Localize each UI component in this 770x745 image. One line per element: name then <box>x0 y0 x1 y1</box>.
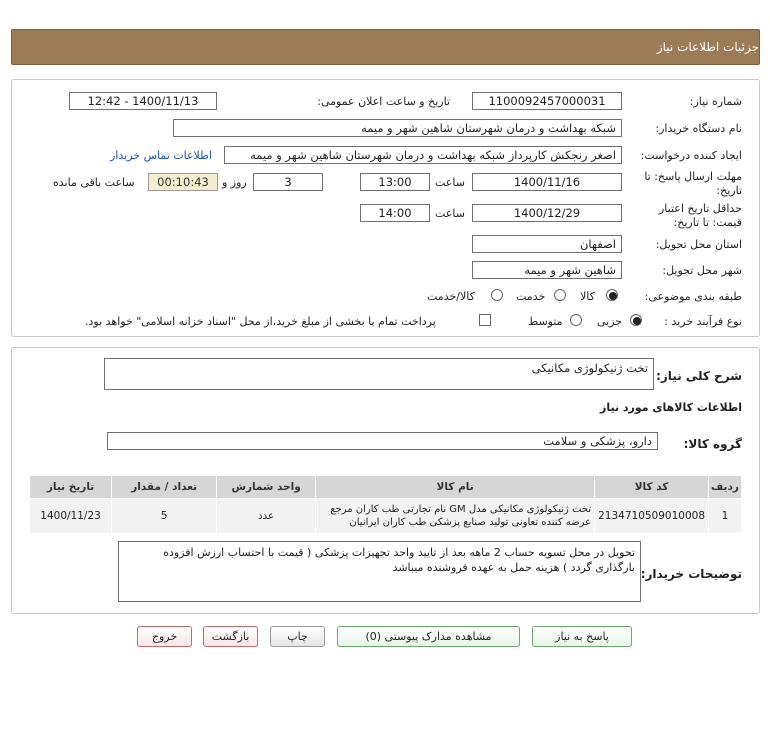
back-button[interactable]: بازگشت <box>203 626 258 647</box>
goods-group-label: گروه کالا: <box>683 437 742 451</box>
remaining-time-field: 00:10:43 <box>148 173 218 191</box>
price-validity-time-label: ساعت <box>435 207 465 220</box>
announce-datetime-label: تاریخ و ساعت اعلان عمومی: <box>317 95 450 108</box>
delivery-province-field[interactable]: اصفهان <box>472 235 622 253</box>
buyer-contact-link[interactable]: اطلاعات تماس خریدار <box>110 149 212 162</box>
buyer-notes-field[interactable]: تحویل در محل تسویه حساب 2 ماهه بعد از تایید واحد تجهیزات پزشکی ( قیمت با احتساب ارزش افزوده بارگذاری گردد ) هزینه حمل به عهده فروشنده میباشد <box>118 541 641 602</box>
process-medium-radio[interactable] <box>570 314 582 326</box>
summary-label: شرح کلی نیاز: <box>656 369 742 383</box>
reply-deadline-label-2: تاریخ: <box>716 184 742 197</box>
goods-info-title: اطلاعات کالاهای مورد نیاز <box>600 401 742 414</box>
announce-datetime-field[interactable]: 1400/11/13 - 12:42 <box>69 92 217 110</box>
summary-field[interactable]: تخت ژنیکولوژی مکانیکی <box>104 358 654 390</box>
treasury-bond-checkbox[interactable] <box>479 314 491 326</box>
subject-goods-service-radio[interactable] <box>491 289 503 301</box>
exit-button[interactable]: خروج <box>137 626 192 647</box>
delivery-city-field[interactable]: شاهین شهر و میمه <box>472 261 622 279</box>
buyer-org-field[interactable]: شبکه بهداشت و درمان شهرستان شاهین شهر و میمه <box>173 119 622 137</box>
purchase-process-label: نوع فرآیند خرید : <box>664 315 742 328</box>
process-medium-label: متوسط <box>528 315 563 328</box>
requester-field[interactable]: اصغر رنجکش کارپرداز شبکه بهداشت و درمان شهرستان شاهین شهر و میمه <box>224 146 622 164</box>
row-unit: عدد <box>217 499 316 534</box>
delivery-city-label: شهر محل تحویل: <box>662 264 742 277</box>
price-validity-label-2: قیمت: تا تاریخ: <box>673 216 742 229</box>
need-number-field[interactable]: 1100092457000031 <box>472 92 622 110</box>
price-validity-label-1: حداقل تاریخ اعتبار <box>658 202 742 215</box>
reply-deadline-label-1: مهلت ارسال پاسخ: تا <box>644 170 742 183</box>
attachments-button[interactable]: مشاهده مدارک پیوستی (0) <box>337 626 520 647</box>
process-minor-label: جزیی <box>597 315 623 328</box>
items-table <box>29 475 742 534</box>
items-table-wrap <box>29 475 742 534</box>
page-title: جزئیات اطلاعات نیاز <box>656 40 759 54</box>
requester-label: ایجاد کننده درخواست: <box>640 149 742 162</box>
col-qty: تعداد / مقدار <box>112 476 217 499</box>
subject-goods-label: کالا <box>580 290 595 303</box>
col-code: کد کالا <box>595 476 709 499</box>
subject-goods-service-label: کالا/خدمت <box>427 290 475 303</box>
reply-deadline-days-field[interactable]: 3 <box>253 173 323 191</box>
reply-deadline-time-label: ساعت <box>435 176 465 189</box>
col-date: تاریخ نیاز <box>30 476 112 499</box>
row-qty: 5 <box>112 499 217 534</box>
subject-service-label: خدمت <box>516 290 546 303</box>
days-label: روز و <box>222 176 247 189</box>
row-index: 1 <box>709 499 742 534</box>
buyer-org-label: نام دستگاه خریدار: <box>655 122 742 135</box>
need-number-label: شماره نیاز: <box>689 95 742 108</box>
price-validity-time-field[interactable]: 14:00 <box>360 204 430 222</box>
subject-class-label: طبقه بندی موضوعی: <box>644 290 742 303</box>
treasury-bond-note: پرداخت تمام یا بخشی از مبلغ خرید،از محل "اسناد خزانه اسلامی" خواهد بود. <box>85 315 436 328</box>
subject-goods-radio[interactable] <box>606 289 618 301</box>
row-date: 1400/11/23 <box>30 499 112 534</box>
col-index: ردیف <box>709 476 742 499</box>
col-unit: واحد شمارش <box>217 476 316 499</box>
table-row[interactable] <box>30 499 742 534</box>
process-minor-radio[interactable] <box>630 314 642 326</box>
remaining-time-label: ساعت باقی مانده <box>53 176 135 189</box>
buyer-notes-label: توضیحات خریدار: <box>640 567 742 581</box>
subject-service-radio[interactable] <box>554 289 566 301</box>
items-table-header <box>30 476 742 499</box>
price-validity-date-field[interactable]: 1400/12/29 <box>472 204 622 222</box>
reply-button[interactable]: پاسخ به نیاز <box>532 626 632 647</box>
reply-deadline-date-field[interactable]: 1400/11/16 <box>472 173 622 191</box>
col-name: نام کالا <box>316 476 595 499</box>
goods-group-field[interactable]: دارو، پزشکی و سلامت <box>107 432 658 450</box>
print-button[interactable]: چاپ <box>270 626 325 647</box>
row-name: تخت ژنیکولوژی مکانیکی مدل GM نام تجارتی طب کاران مرجع عرضه کننده تعاونی تولید صنایع پزشکی طب کاران ایرانیان <box>316 499 595 534</box>
reply-deadline-time-field[interactable]: 13:00 <box>360 173 430 191</box>
page-header <box>11 29 760 65</box>
row-code: 2134710509010008 <box>595 499 709 534</box>
delivery-province-label: استان محل تحویل: <box>655 238 742 251</box>
